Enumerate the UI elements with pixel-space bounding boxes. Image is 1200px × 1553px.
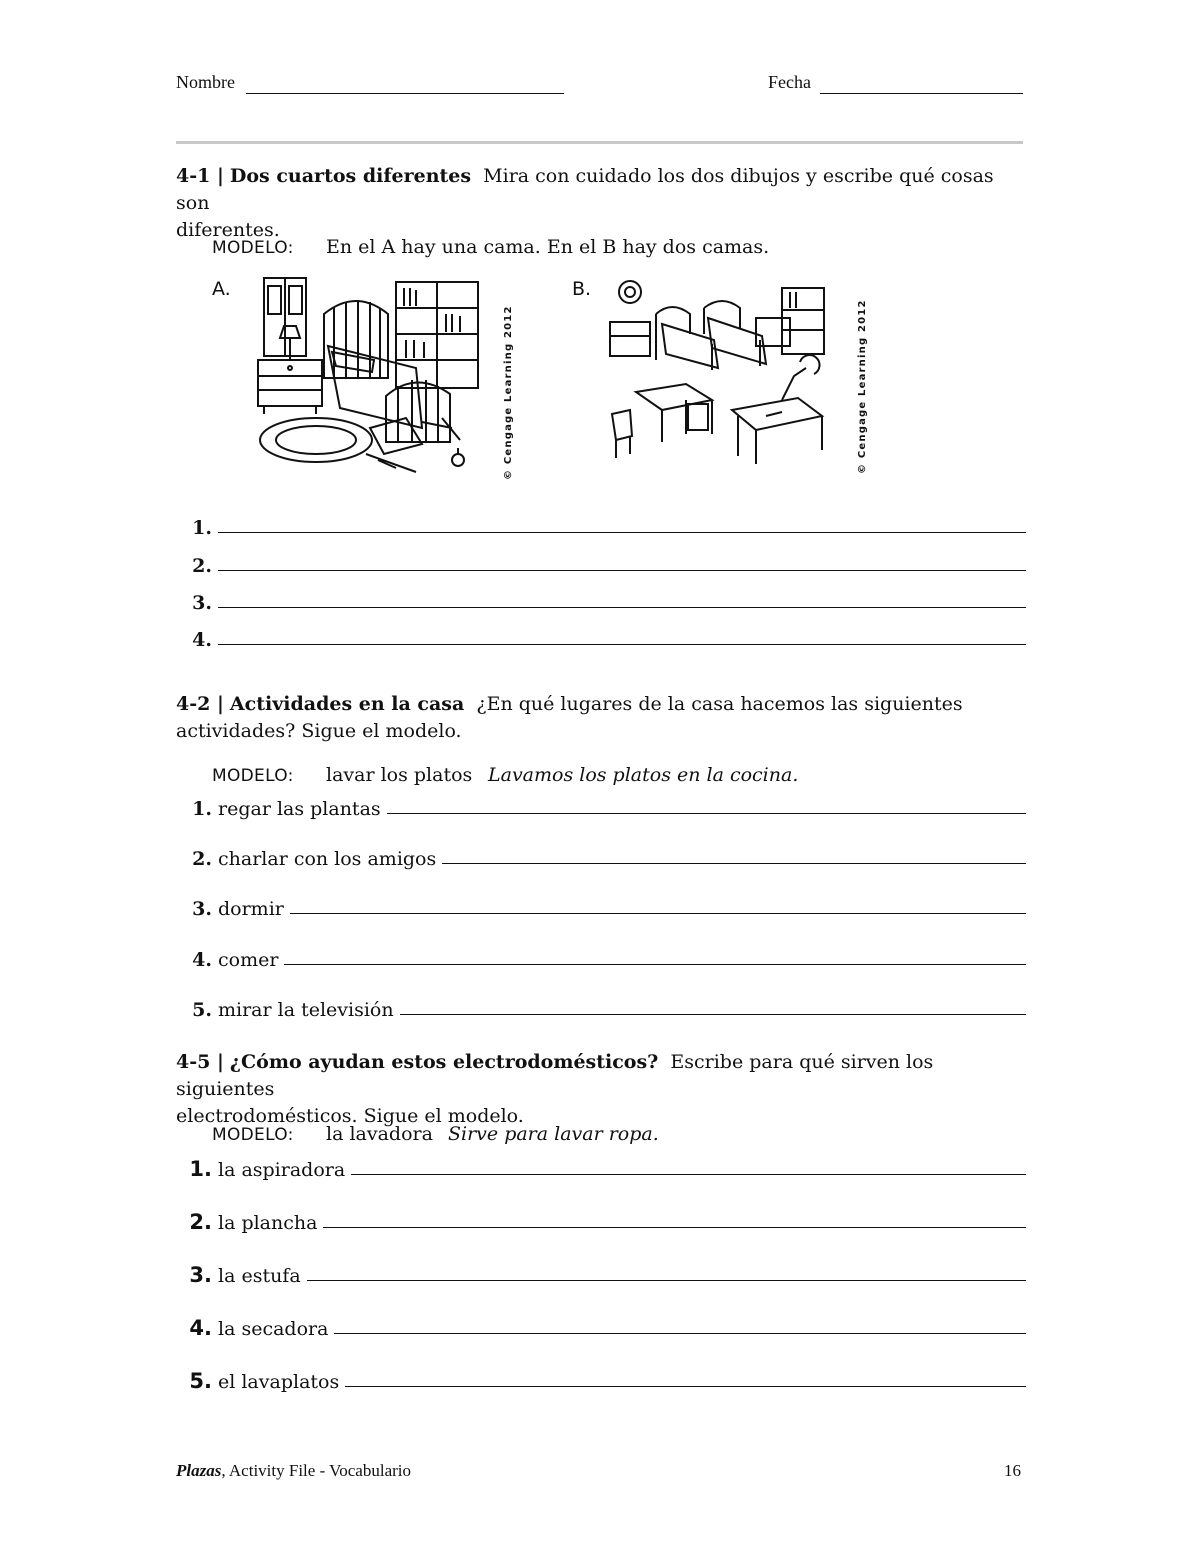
item-prompt: el lavaplatos xyxy=(218,1371,340,1393)
footer-title xyxy=(176,1461,411,1481)
item-number: 5. xyxy=(192,999,212,1021)
fecha-label: Fecha xyxy=(768,72,811,92)
item-prompt: charlar con los amigos xyxy=(218,848,437,870)
item-number: 3. xyxy=(192,898,212,920)
answer-line[interactable] xyxy=(218,531,1026,533)
picture-a-label: A. xyxy=(212,278,231,300)
exercise-instructions-cont: electrodomésticos. Sigue el modelo. xyxy=(176,1105,524,1127)
exercise-4-1-heading xyxy=(176,163,1026,244)
activity-row xyxy=(176,798,1026,820)
item-number: 1. xyxy=(192,517,212,539)
exercise-instructions: Escribe para qué sirven los siguientes xyxy=(176,1051,934,1100)
item-number: 3. xyxy=(189,1263,212,1287)
book-title: Plazas xyxy=(176,1461,222,1480)
modelo-label: MODELO: xyxy=(212,238,294,258)
picture-b-label: B. xyxy=(572,278,592,300)
item-number: 2. xyxy=(189,1210,212,1234)
item-number: 2. xyxy=(192,848,212,870)
answer-line[interactable] xyxy=(290,912,1026,914)
modelo-text: En el A hay una cama. En el B hay dos camas. xyxy=(326,236,770,258)
item-prompt: la secadora xyxy=(218,1318,329,1340)
exercise-instructions-cont: diferentes. xyxy=(176,219,280,241)
appliance-row xyxy=(176,1316,1026,1340)
answer-line-row xyxy=(176,592,1026,614)
answer-line[interactable] xyxy=(284,963,1026,965)
exercise-instructions: ¿En qué lugares de la casa hacemos las siguientes xyxy=(476,693,963,715)
modelo-label: MODELO: xyxy=(212,766,294,786)
bedroom-b-illustration xyxy=(606,274,846,474)
exercise-instructions-cont: actividades? Sigue el modelo. xyxy=(176,720,462,742)
answer-line[interactable] xyxy=(307,1279,1026,1281)
answer-line[interactable] xyxy=(218,643,1026,645)
copyright-a: © Cengage Learning 2012 xyxy=(503,305,514,480)
header-separator xyxy=(176,141,1023,144)
answer-line[interactable] xyxy=(323,1226,1026,1228)
exercise-4-5-heading xyxy=(176,1049,1026,1130)
footer-rest: , Activity File - Vocabulario xyxy=(221,1461,411,1480)
exercise-number: 4-1 | xyxy=(176,165,224,187)
item-prompt: regar las plantas xyxy=(218,798,381,820)
modelo-prompt: lavar los platos xyxy=(326,764,473,786)
exercise-number: 4-5 | xyxy=(176,1051,224,1073)
exercise-instructions: Mira con cuidado los dos dibujos y escribe qué cosas son xyxy=(176,165,994,214)
activity-row xyxy=(176,848,1026,870)
nombre-label: Nombre xyxy=(176,72,235,92)
appliance-row xyxy=(176,1263,1026,1287)
answer-line[interactable] xyxy=(334,1332,1026,1334)
exercise-title: Dos cuartos diferentes xyxy=(229,165,472,187)
modelo-answer: Sirve para lavar ropa. xyxy=(448,1123,659,1145)
item-number: 4. xyxy=(192,629,212,651)
modelo-line xyxy=(212,1121,1012,1148)
modelo-prompt: la lavadora xyxy=(326,1123,433,1145)
appliance-row xyxy=(176,1210,1026,1234)
item-prompt: la aspiradora xyxy=(218,1159,346,1181)
activity-row xyxy=(176,949,1026,971)
page-number: 16 xyxy=(1004,1461,1021,1480)
modelo-line xyxy=(212,234,1012,261)
exercise-title: Actividades en la casa xyxy=(229,693,465,715)
answer-line[interactable] xyxy=(218,606,1026,608)
answer-line[interactable] xyxy=(351,1173,1026,1175)
item-prompt: la plancha xyxy=(218,1212,318,1234)
modelo-line xyxy=(212,762,1012,789)
answer-line-row xyxy=(176,517,1026,539)
item-number: 3. xyxy=(192,592,212,614)
modelo-answer: Lavamos los platos en la cocina. xyxy=(488,764,799,786)
appliance-row xyxy=(176,1369,1026,1393)
nombre-field[interactable] xyxy=(246,93,564,94)
answer-line[interactable] xyxy=(218,569,1026,571)
fecha-field[interactable] xyxy=(820,93,1023,94)
modelo-label: MODELO: xyxy=(212,1125,294,1145)
answer-line[interactable] xyxy=(442,862,1026,864)
item-number: 1. xyxy=(192,798,212,820)
item-prompt: dormir xyxy=(218,898,284,920)
item-prompt: comer xyxy=(218,949,279,971)
answer-line-row xyxy=(176,629,1026,651)
exercise-title: ¿Cómo ayudan estos electrodomésticos? xyxy=(229,1051,659,1073)
activity-row xyxy=(176,898,1026,920)
exercise-number: 4-2 | xyxy=(176,693,224,715)
item-number: 1. xyxy=(189,1157,212,1181)
answer-line[interactable] xyxy=(387,812,1026,814)
item-number: 2. xyxy=(192,555,212,577)
answer-line[interactable] xyxy=(400,1013,1026,1015)
bedroom-a-illustration xyxy=(246,268,496,480)
item-number: 4. xyxy=(189,1316,212,1340)
item-prompt: la estufa xyxy=(218,1265,301,1287)
item-prompt: mirar la televisión xyxy=(218,999,394,1021)
answer-line[interactable] xyxy=(345,1385,1026,1387)
item-number: 5. xyxy=(189,1369,212,1393)
appliance-row xyxy=(176,1157,1026,1181)
copyright-b: © Cengage Learning 2012 xyxy=(857,299,868,474)
activity-row xyxy=(176,999,1026,1021)
exercise-4-2-heading xyxy=(176,691,1026,745)
item-number: 4. xyxy=(192,949,212,971)
answer-line-row xyxy=(176,555,1026,577)
